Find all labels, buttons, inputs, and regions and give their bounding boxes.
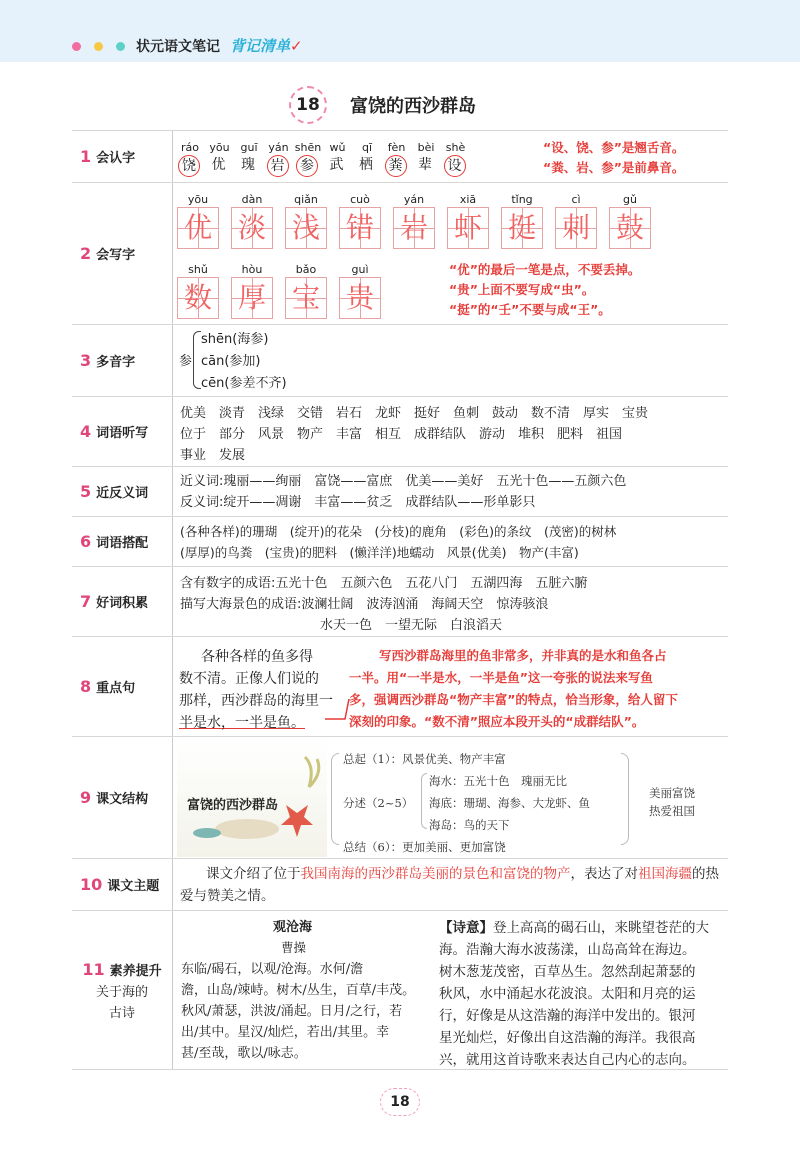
keysentence-line-2: 数不清。正像人们说的 <box>179 671 319 687</box>
section-number: 3 <box>80 351 92 370</box>
write-char: 宝 <box>285 277 327 319</box>
pinyin: xiā <box>459 193 477 206</box>
meaning-text: 秋风，水中涌起水花波浪。太阳和月亮的运 <box>439 986 696 1002</box>
poem-lines <box>181 959 415 1064</box>
pinyin: bǎo <box>295 263 317 276</box>
section-label-text: 词语听写 <box>96 426 149 441</box>
recognize-char: 粪 <box>385 155 407 177</box>
collocation-line-1: (各种各样)的珊瑚 (绽开)的花朵 (分枝)的鹿角 (彩色)的条纹 (茂密)的树林 <box>180 524 617 539</box>
keysentence-line-1: 各种各样的鱼多得 <box>201 649 313 665</box>
keysentence-note-3: 多，强调西沙群岛“物产丰富”的特点，恰当形象，给人留下 <box>349 692 678 707</box>
dictation-line-3: 事业 发展 <box>180 448 246 463</box>
section-label <box>72 637 172 736</box>
poem-line: 秋风/萧瑟，洪波/涌起。日月/之行，若 <box>181 1004 403 1019</box>
structure-center: 富饶的西沙群岛 <box>187 798 279 813</box>
section-label <box>72 397 172 466</box>
pinyin: guì <box>351 263 369 276</box>
meaning-text: 树木葱茏茂密，百草丛生。忽然刮起萧瑟的 <box>439 964 696 980</box>
structure-body: 分述（2~5） <box>343 796 414 810</box>
section-label-text: 课文结构 <box>96 792 149 807</box>
section-theme <box>72 858 728 910</box>
recognize-char: 武 <box>329 157 344 173</box>
recognize-note-2: “粪、岩、参”是前鼻音。 <box>543 160 685 175</box>
theme-highlight-1: 我国南海的西沙群岛美丽的景色和富饶的物产 <box>300 866 571 882</box>
poem-title: 观沧海 <box>273 920 313 935</box>
poem-line: 出/其中。星汉/灿烂，若出/其里。幸 <box>181 1025 390 1040</box>
poem-author: 曹操 <box>281 940 307 955</box>
pinyin: hòu <box>241 263 263 276</box>
section-structure <box>72 736 728 858</box>
pinyin: dàn <box>241 193 263 206</box>
series-subtitle <box>230 35 303 56</box>
yellow-dot-icon <box>94 42 103 51</box>
section-label <box>72 467 172 516</box>
dictation-line-1: 优美 淡青 浅绿 交错 岩石 龙虾 挺好 鱼刺 鼓动 数不清 厚实 宝贵 <box>180 406 649 421</box>
write-char: 数 <box>177 277 219 319</box>
write-note-3: “挺”的“壬”不要与成“王”。 <box>449 302 611 317</box>
poem-content <box>172 911 728 1069</box>
theme-text-a: 课文介绍了位于 <box>206 866 301 882</box>
structure-summary-2: 热爱祖国 <box>649 804 695 818</box>
theme-text-e: 的热爱与赞美之情。 <box>180 866 719 904</box>
recognize-char: 优 <box>211 157 226 173</box>
section-number: 11 <box>82 959 105 979</box>
section-label-text: 多音字 <box>96 355 136 370</box>
write-char: 贵 <box>339 277 381 319</box>
section-goodwords <box>72 566 728 636</box>
structure-summary-1: 美丽富饶 <box>649 786 695 800</box>
section-polyphone <box>72 324 728 396</box>
inner-brace-icon <box>421 773 427 829</box>
pinyin: guī <box>240 141 258 154</box>
header-band <box>0 0 800 62</box>
dictation-content <box>172 397 728 466</box>
recognize-char: 设 <box>444 155 466 177</box>
recognize-char: 瑰 <box>241 157 255 173</box>
meaning-text: 海。浩瀚大海水波荡漾，山岛高耸在海边。 <box>439 942 696 958</box>
write-note-1: “优”的最后一笔是点，不要丢掉。 <box>449 262 641 277</box>
pink-dot-icon <box>72 42 81 51</box>
poem-line: 澹，山岛/竦峙。树木/丛生，百草/丰茂。 <box>181 983 416 998</box>
lesson-title: 富饶的西沙群岛 <box>350 96 476 117</box>
section-keysentence <box>72 636 728 736</box>
section-label <box>72 325 172 396</box>
section-poem <box>72 910 728 1070</box>
pinyin: yōu <box>209 141 230 154</box>
section-label <box>72 517 172 566</box>
recognize-char: 辈 <box>418 157 432 173</box>
series-title: 状元语文笔记 <box>136 39 220 55</box>
recognize-char: 岩 <box>267 155 289 177</box>
meaning-text: 行，好像是从这浩瀚的海洋中发出的。银河 <box>439 1008 696 1024</box>
structure-sub-1: 海水：五光十色 瑰丽无比 <box>429 774 567 788</box>
goodwords-content <box>172 567 728 636</box>
write-char: 鼓 <box>609 207 651 249</box>
meaning-label: 【诗意】 <box>439 920 493 936</box>
polyphone-char: 参 <box>179 354 193 369</box>
section-label-text: 会写字 <box>96 248 136 263</box>
polyphone-reading-2: cān(参加) <box>201 354 261 369</box>
section-number: 2 <box>80 244 92 263</box>
pinyin: wǔ <box>329 141 346 154</box>
right-brace-icon <box>621 753 629 845</box>
pinyin: cì <box>571 193 581 206</box>
write-char: 淡 <box>231 207 273 249</box>
meaning-line <box>439 961 709 983</box>
keysentence-line-4: 半是水，一半是鱼。 <box>179 715 305 731</box>
pinyin: shēn <box>294 141 322 154</box>
brace-icon <box>193 331 201 389</box>
poem-line: 甚/至哉，歌以/咏志。 <box>181 1046 307 1061</box>
section-label <box>72 859 172 910</box>
goodwords-line-1: 含有数字的成语:五光十色 五颜六色 五花八门 五湖四海 五脏六腑 <box>180 576 588 591</box>
meaning-line <box>439 1049 709 1071</box>
section-number: 7 <box>80 592 92 611</box>
section-collocation <box>72 516 728 566</box>
teal-dot-icon <box>116 42 125 51</box>
keysentence-note-2: 一半。用“一半是水，一半是鱼”这一夸张的说法来写鱼 <box>349 670 653 685</box>
poem-line: 东临/碣石，以观/沧海。水何/澹 <box>181 962 364 977</box>
pinyin: ráo <box>181 141 199 154</box>
section-number: 10 <box>80 875 103 894</box>
pinyin: yán <box>268 141 289 154</box>
section-label <box>72 911 172 1069</box>
polyphone-content <box>172 325 728 396</box>
section-recognize <box>72 130 728 182</box>
theme-highlight-2: 祖国海疆 <box>638 866 692 882</box>
keysentence-note-4: 深刻的印象。“数不清”照应本段开头的“成群结队”。 <box>349 714 645 729</box>
write-char: 刺 <box>555 207 597 249</box>
left-brace-icon <box>331 753 339 845</box>
poem-meaning <box>439 917 709 1071</box>
pinyin: shǔ <box>188 263 208 276</box>
check-icon: ✓ <box>290 37 303 55</box>
recognize-content <box>172 131 728 182</box>
structure-sub-3: 海岛：鸟的天下 <box>429 818 510 832</box>
polyphone-reading-3: cēn(参差不齐) <box>201 376 287 391</box>
structure-sub-2: 海底：珊瑚、海参、大龙虾、鱼 <box>429 796 590 810</box>
page-number: 18 <box>380 1088 420 1116</box>
write-char: 挺 <box>501 207 543 249</box>
meaning-text: 星光灿烂，好像出自这浩瀚的海洋。我很高 <box>439 1030 696 1046</box>
keysentence-note-1: 写西沙群岛海里的鱼非常多，并非真的是水和鱼各占 <box>379 648 667 663</box>
section-write <box>72 182 728 324</box>
write-char: 虾 <box>447 207 489 249</box>
meaning-line <box>439 917 709 939</box>
meaning-line <box>439 1027 709 1049</box>
meaning-text: 兴，就用这首诗歌来表达自己内心的志向。 <box>439 1052 696 1068</box>
write-char: 浅 <box>285 207 327 249</box>
antonyms-line: 反义词:绽开——凋谢 丰富——贫乏 成群结队——形单影只 <box>180 495 536 510</box>
pinyin: yōu <box>187 193 209 206</box>
goodwords-line-2: 描写大海景色的成语:波澜壮阔 波涛汹涌 海阔天空 惊涛骇浪 <box>180 597 549 612</box>
write-char: 错 <box>339 207 381 249</box>
section-label-text: 近反义词 <box>96 486 149 501</box>
section-label-text: 重点句 <box>96 681 136 696</box>
pinyin: cuò <box>350 193 370 206</box>
write-char: 岩 <box>393 207 435 249</box>
structure-intro: 总起（1）：风景优美、物产丰富 <box>343 752 506 766</box>
pinyin: gǔ <box>623 193 637 206</box>
pinyin: shè <box>445 141 466 154</box>
section-dictation <box>72 396 728 466</box>
theme-content <box>172 859 728 910</box>
section-label <box>72 567 172 636</box>
meaning-line <box>439 983 709 1005</box>
structure-conclusion: 总结（6）：更加美丽、更加富饶 <box>343 840 506 854</box>
section-number: 6 <box>80 532 92 551</box>
section-sublabel-2: 古诗 <box>108 1005 135 1021</box>
synonyms-content <box>172 467 728 516</box>
meaning-line <box>439 1005 709 1027</box>
pinyin: yán <box>403 193 425 206</box>
pinyin: tǐng <box>511 193 533 206</box>
pinyin: bèi <box>417 141 435 154</box>
section-label-text: 素养提升 <box>109 963 162 979</box>
section-label-text: 课文主题 <box>107 879 160 894</box>
section-number: 4 <box>80 422 92 441</box>
section-number: 1 <box>80 147 92 166</box>
pinyin: qiǎn <box>294 193 318 206</box>
write-char: 厚 <box>231 277 273 319</box>
recognize-char: 参 <box>296 155 318 177</box>
theme-text-c: ，表达了对 <box>570 866 638 882</box>
recognize-note-1: “设、饶、参”是翘舌音。 <box>543 140 685 155</box>
section-sublabel-1: 关于海的 <box>95 984 148 1000</box>
recognize-char: 饶 <box>178 155 200 177</box>
write-note-2: “贵”上面不要写成“虫”。 <box>449 282 595 297</box>
section-label <box>72 183 172 324</box>
keysentence-content <box>172 637 728 736</box>
meaning-text: 登上高高的碣石山，来眺望苍茫的大 <box>493 920 709 936</box>
section-label <box>72 737 172 858</box>
section-number: 8 <box>80 677 92 696</box>
recognize-char: 栖 <box>359 157 373 173</box>
collocation-line-2: (厚厚)的鸟粪 (宝贵)的肥料 (懒洋洋)地蠕动 风景(优美) 物产(丰富) <box>180 545 579 560</box>
subtitle-text: 背记清单 <box>230 37 291 55</box>
section-synonyms <box>72 466 728 516</box>
write-content <box>172 183 728 324</box>
structure-content <box>172 737 728 858</box>
section-label-text: 词语搭配 <box>96 536 149 551</box>
arrow-icon <box>323 693 353 723</box>
lesson-number: 18 <box>289 86 327 124</box>
section-label-text: 好词积累 <box>96 596 149 611</box>
write-char: 优 <box>177 207 219 249</box>
synonyms-line: 近义词:瑰丽——绚丽 富饶——富庶 优美——美好 五光十色——五颜六色 <box>180 474 627 489</box>
keysentence-line-3: 那样，西沙群岛的海里一 <box>179 693 333 709</box>
section-label-text: 会认字 <box>96 151 136 166</box>
collocation-content <box>172 517 728 566</box>
section-label <box>72 131 172 182</box>
section-number: 5 <box>80 482 92 501</box>
section-number: 9 <box>80 788 92 807</box>
polyphone-reading-1: shēn(海参) <box>201 332 269 347</box>
pinyin: qī <box>361 141 373 154</box>
pinyin: fèn <box>387 141 406 154</box>
dictation-line-2: 位于 部分 风景 物产 丰富 相互 成群结队 游动 堆积 肥料 祖国 <box>180 427 623 442</box>
goodwords-line-3: 水天一色 一望无际 白浪滔天 <box>320 618 503 633</box>
meaning-line <box>439 939 709 961</box>
